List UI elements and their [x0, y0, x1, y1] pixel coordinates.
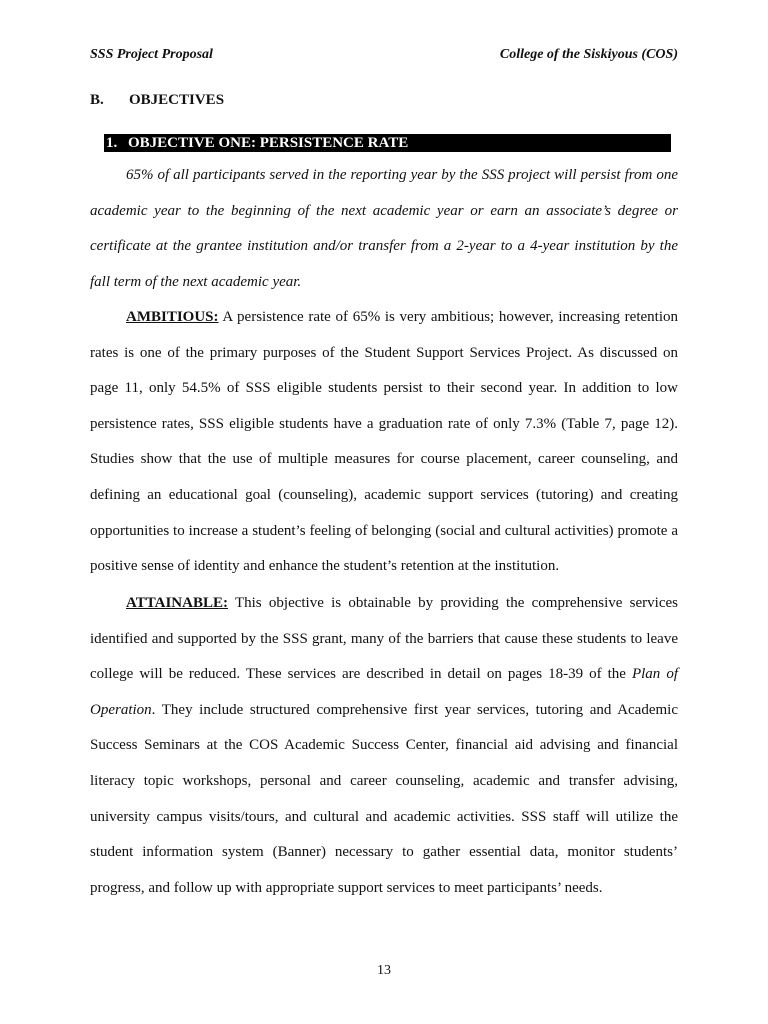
page-number: 13 [377, 963, 391, 978]
header-college-name: College of the Siskiyous (COS) [499, 47, 678, 62]
objective-number: 1. [106, 135, 118, 151]
section-title: OBJECTIVES [129, 92, 225, 108]
attainable-text-after: . They include structured comprehensive first year services, tutoring and Academic Success Seminars at the COS Academic Success Center, financial aid advising and financial literacy topic workshops, personal and career counseling, academic and transfer advising, university campus visits/tours, and cultural and academic activities. SSS staff will utilize the student information system (Banner) necessary to gather essential data, monitor students’ progress, and follow up with appropriate support services to meet participants’ needs. [90, 701, 678, 896]
attainable-label: ATTAINABLE: [126, 595, 228, 611]
plan-of-operation-reference: Plan of Operation [90, 666, 678, 718]
objective-statement: 65% of all participants served in the reporting year by the SSS project will persist from one academic year to the beginning of the next academic year or earn an associate’s degree or certificate at the grantee institution and/or transfer from a 2-year to a 4-year institution by the fall term of the next academic year. [90, 167, 678, 290]
ambitious-paragraph [90, 300, 678, 585]
header-project-title: SSS Project Proposal [90, 47, 213, 62]
attainable-paragraph [90, 586, 678, 906]
ambitious-text: A persistence rate of 65% is very ambitious; however, increasing retention rates is one of the primary purposes of the Student Support Services Project. As discussed on page 11, only 54.5% of SSS eligible students persist to their second year. In addition to low persistence rates, SSS eligible students have a graduation rate of only 7.3% (Table 7, page 12). Studies show that the use of multiple measures for course placement, career counseling, and defining an educational goal (counseling), academic support services (tutoring) and creating opportunities to increase a student’s feeling of belonging (social and cultural activities) promote a positive sense of identity and enhance the student’s retention at the institution. [90, 309, 678, 575]
section-letter: B. [90, 92, 104, 108]
ambitious-label: AMBITIOUS: [126, 309, 219, 325]
objective-heading-bar [104, 134, 671, 152]
objective-title: OBJECTIVE ONE: PERSISTENCE RATE [128, 135, 409, 151]
section-heading [90, 92, 224, 109]
attainable-text-before: This objective is obtainable by providing the comprehensive services identified and supported by the SSS grant, many of the barriers that cause these students to leave college will be reduced. These services are described in detail on pages 18-39 of the [90, 595, 678, 683]
running-header [90, 47, 678, 63]
